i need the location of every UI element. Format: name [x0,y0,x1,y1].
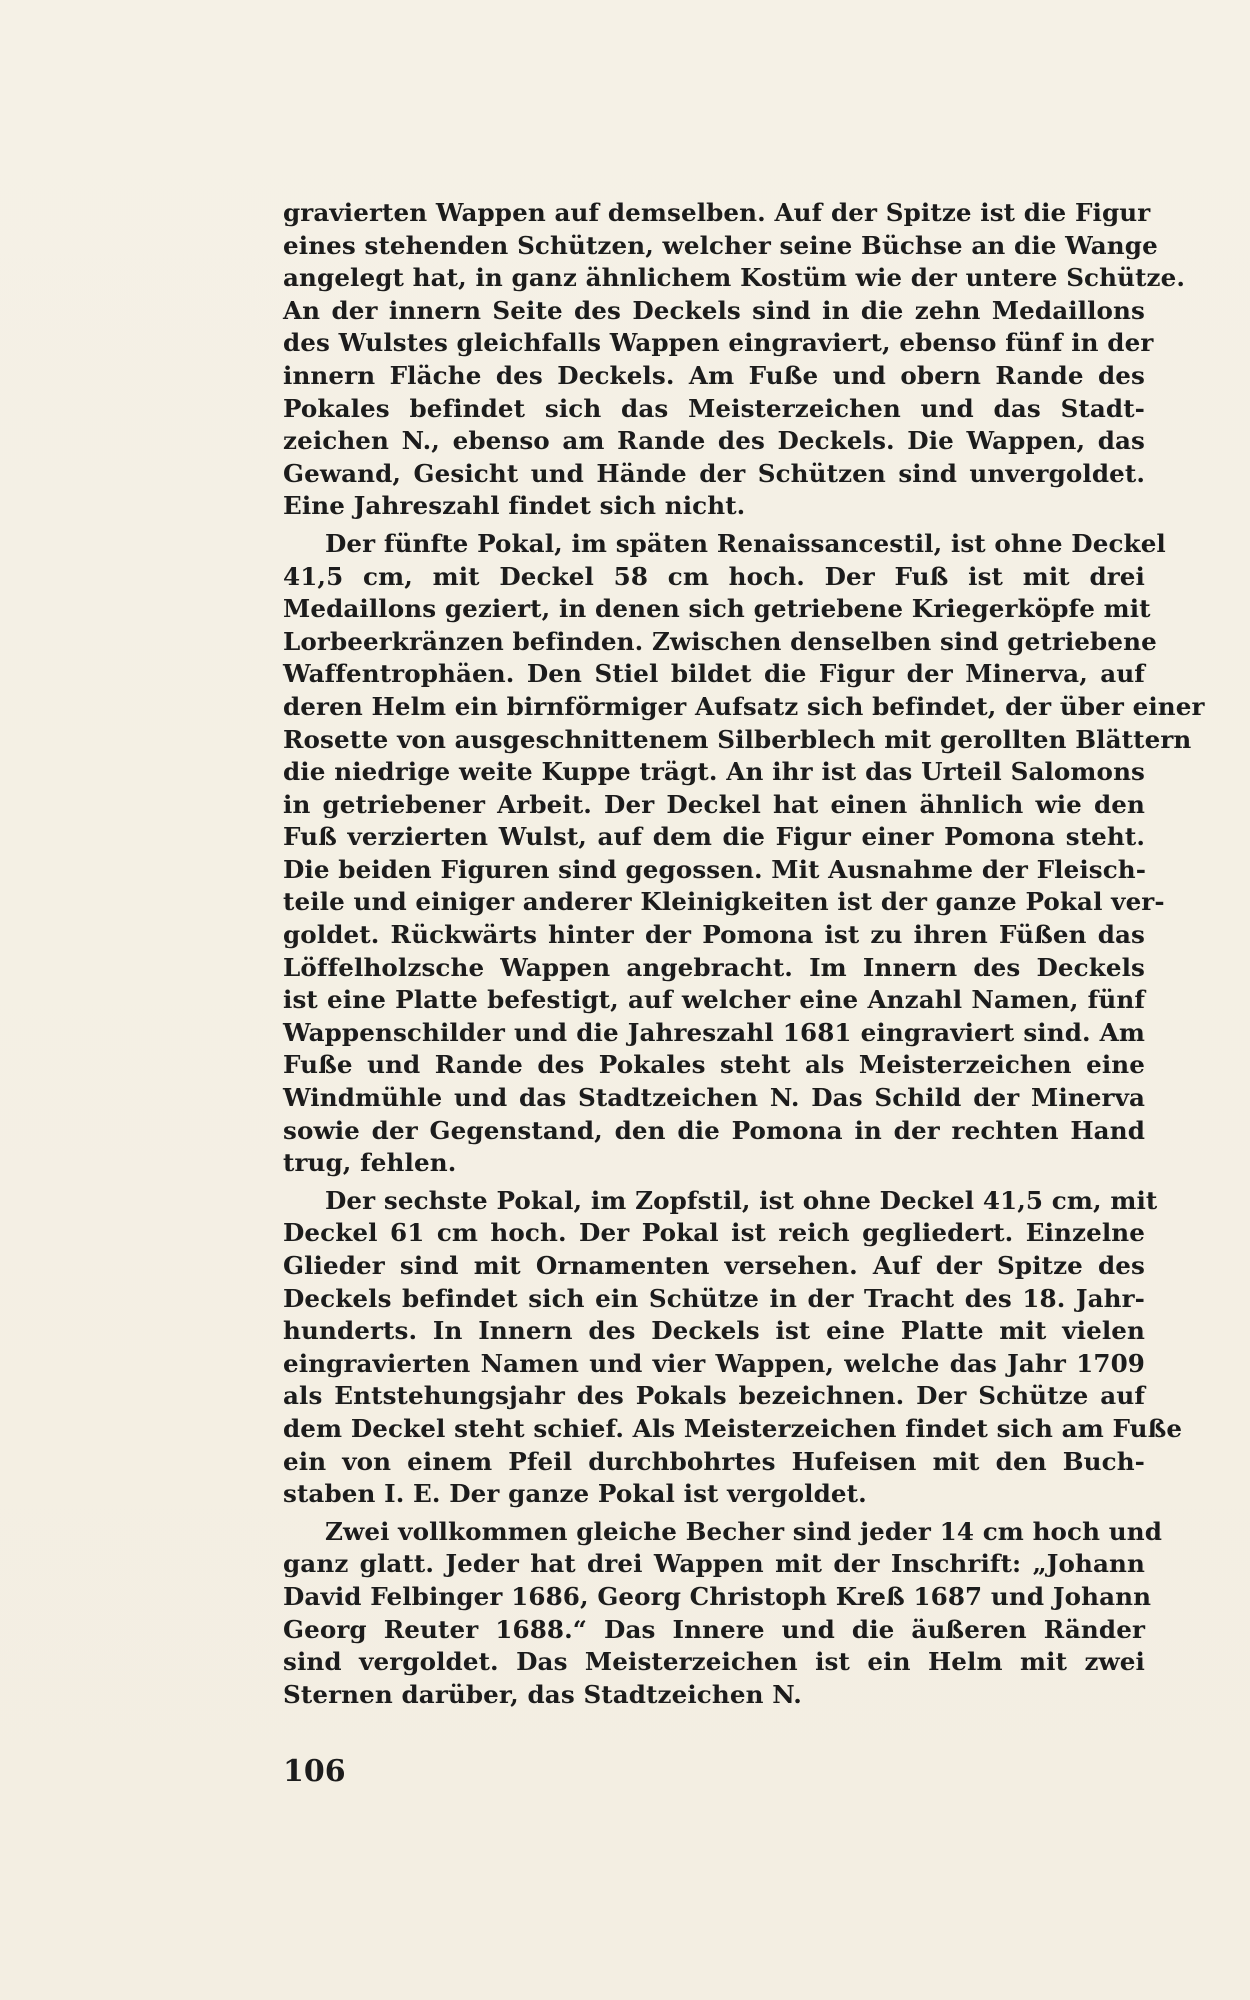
text-line: dem Deckel steht schief. Als Meisterzeichen findet sich am Fuße [283,1413,1183,1443]
text-line: Fuße und Rande des Pokales steht als Meisterzeichen eine [283,1050,1145,1080]
text-line: goldet. Rückwärts hinter der Pomona ist zu ihren Füßen das [283,920,1145,950]
text-line: sind vergoldet. Das Meisterzeichen ist ein Helm mit zwei [283,1647,1145,1677]
text-line: Eine Jahreszahl findet sich nicht. [283,491,746,521]
text-line: Pokales befindet sich das Meisterzeichen und das Stadt- [283,393,1145,423]
text-line: in getriebener Arbeit. Der Deckel hat einen ähnlich wie den [283,789,1145,819]
paragraph [283,1516,1163,1712]
text-line: trug, fehlen. [283,1148,457,1178]
body-text [283,197,1205,1711]
text-line: sowie der Gegenstand, den die Pomona in der rechten Hand [283,1115,1145,1145]
text-line: Waffentrophäen. Den Stiel bildet die Figur der Minerva, auf [283,659,1145,689]
text-line: Gewand, Gesicht und Hände der Schützen sind unvergoldet. [283,458,1145,488]
text-line: innern Fläche des Deckels. Am Fuße und obern Rande des [283,360,1145,390]
text-line: Windmühle und das Stadtzeichen N. Das Schild der Minerva [283,1083,1145,1113]
text-line: 41,5 cm, mit Deckel 58 cm hoch. Der Fuß ist mit drei [283,561,1145,591]
text-line: deren Helm ein birnförmiger Aufsatz sich befindet, der über einer [283,691,1205,721]
text-line: Der sechste Pokal, im Zopfstil, ist ohne Deckel 41,5 cm, mit [325,1185,1158,1215]
text-line: ein von einem Pfeil durchbohrtes Hufeisen mit den Buch- [283,1446,1145,1476]
text-line: David Felbinger 1686, Georg Christoph Kreß 1687 und Johann [283,1581,1152,1611]
text-line: Lorbeerkränzen befinden. Zwischen denselben sind getriebene [283,626,1157,656]
text-line: Fuß verzierten Wulst, auf dem die Figur einer Pomona steht. [283,822,1145,852]
text-line: staben I. E. Der ganze Pokal ist vergoldet. [283,1479,867,1509]
text-line: angelegt hat, in ganz ähnlichem Kostüm wie der untere Schütze. [283,263,1186,293]
text-line: Glieder sind mit Ornamenten versehen. Auf der Spitze des [283,1251,1145,1280]
text-line: eingravierten Namen und vier Wappen, welche das Jahr 1709 [283,1348,1145,1378]
text-line: ist eine Platte befestigt, auf welcher eine Anzahl Namen, fünf [283,985,1145,1015]
text-line: Deckels befindet sich ein Schütze in der Tracht des 18. Jahr- [283,1283,1145,1313]
text-line: Zwei vollkommen gleiche Becher sind jeder 14 cm hoch und [325,1516,1163,1546]
paragraph [283,528,1205,1180]
paragraph [283,1185,1183,1511]
text-line: ganz glatt. Jeder hat drei Wappen mit der Inschrift: „Johann [283,1549,1145,1579]
text-line: zeichen N., ebenso am Rande des Deckels. Die Wappen, das [283,426,1145,456]
text-line: Löffelholzsche Wappen angebracht. Im Innern des Deckels [283,952,1145,982]
text-line: Medaillons geziert, in denen sich getriebene Kriegerköpfe mit [283,594,1151,624]
page-number: 106 [283,1754,346,1789]
text-line: Rosette von ausgeschnittenem Silberblech mit gerollten Blättern [283,724,1192,754]
text-line: die niedrige weite Kuppe trägt. An ihr ist das Urteil Salomons [283,757,1145,787]
text-line: Wappenschilder und die Jahreszahl 1681 eingraviert sind. Am [283,1017,1145,1047]
text-line: An der innern Seite des Deckels sind in die zehn Medaillons [283,295,1145,325]
text-line: Der fünfte Pokal, im späten Renaissancestil, ist ohne Deckel [325,528,1166,558]
text-line: Die beiden Figuren sind gegossen. Mit Ausnahme der Fleisch- [283,854,1147,884]
paragraph [283,197,1186,523]
text-line: des Wulstes gleichfalls Wappen eingraviert, ebenso fünf in der [283,328,1154,358]
text-line: hunderts. In Innern des Deckels ist eine Platte mit vielen [283,1316,1145,1346]
text-line: teile und einiger anderer Kleinigkeiten ist der ganze Pokal ver- [283,887,1165,917]
text-line: Deckel 61 cm hoch. Der Pokal ist reich gegliedert. Einzelne [283,1218,1145,1248]
text-line: eines stehenden Schützen, welcher seine Büchse an die Wange [283,230,1158,260]
text-line: Georg Reuter 1688.“ Das Innere und die äußeren Ränder [283,1614,1145,1644]
text-line: Sternen darüber, das Stadtzeichen N. [283,1679,802,1709]
text-line: als Entstehungsjahr des Pokals bezeichnen. Der Schütze auf [283,1381,1145,1411]
text-line: gravierten Wappen auf demselben. Auf der Spitze ist die Figur [283,198,1151,227]
